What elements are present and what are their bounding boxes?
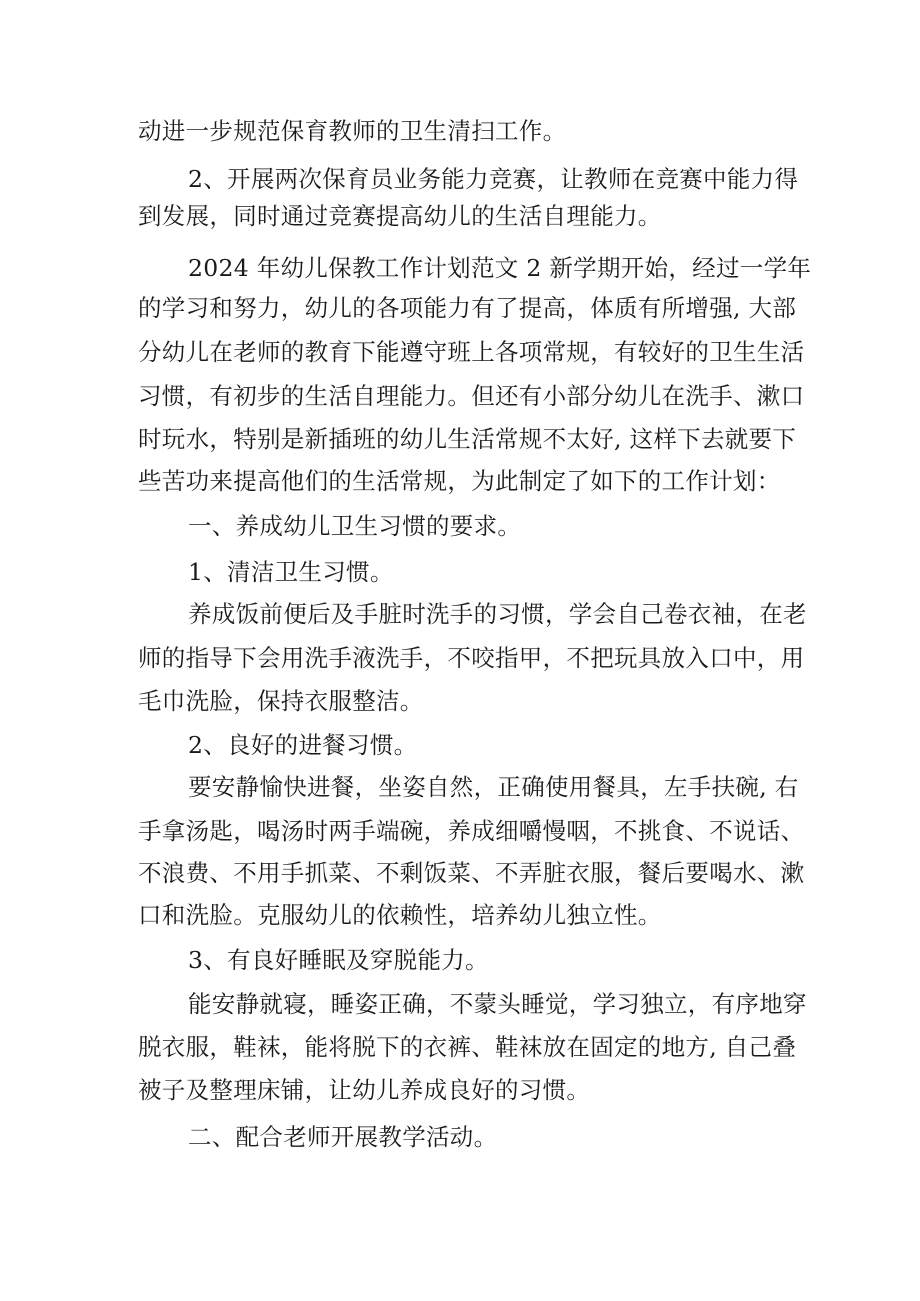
text-line-24: 二、配合老师开展教学活动。 (188, 1123, 498, 1151)
text-line-5: 的学习和努力，幼儿的各项能力有了提高，体质有所增强, 大部 (138, 294, 797, 322)
text-line-3: 到发展，同时通过竞赛提高幼儿的生活自理能力。 (138, 202, 662, 230)
text-line-17: 手拿汤匙，喝汤时两手端碗，养成细嚼慢咽，不挑食、不说话、 (138, 817, 805, 845)
text-line-1: 动进一步规范保育教师的卫生清扫工作。 (138, 117, 567, 145)
text-line-20: 3、有良好睡眠及穿脱能力。 (188, 946, 489, 974)
text-line-4: 2024 年幼儿保教工作计划范文 2 新学期开始，经过一学年 (188, 254, 812, 282)
text-line-23: 被子及整理床铺，让幼儿养成良好的习惯。 (138, 1076, 591, 1104)
text-line-8: 时玩水，特别是新插班的幼儿生活常规不太好, 这样下去就要下 (138, 425, 797, 453)
text-line-18: 不浪费、不用手抓菜、不剩饭菜、不弄脏衣服，餐后要喝水、漱 (138, 859, 805, 887)
text-line-11: 1、清洁卫生习惯。 (188, 558, 394, 586)
text-line-22: 脱衣服，鞋袜，能将脱下的衣裤、鞋袜放在固定的地方, 自己叠 (138, 1033, 797, 1061)
text-line-10: 一、养成幼儿卫生习惯的要求。 (188, 512, 522, 540)
text-line-2: 2、开展两次保育员业务能力竞赛，让教师在竞赛中能力得 (188, 165, 799, 193)
text-line-9: 些苦功来提高他们的生活常规，为此制定了如下的工作计划： (138, 467, 781, 495)
text-line-19: 口和洗脸。克服幼儿的依赖性，培养幼儿独立性。 (138, 901, 662, 929)
text-line-15: 2、良好的进餐习惯。 (188, 731, 418, 759)
text-line-21: 能安静就寝，睡姿正确，不蒙头睡觉，学习独立，有序地穿 (188, 990, 807, 1018)
text-line-14: 毛巾洗脸，保持衣服整洁。 (138, 687, 424, 715)
text-line-7: 习惯，有初步的生活自理能力。但还有小部分幼儿在洗手、漱口 (138, 382, 805, 410)
text-line-12: 养成饭前便后及手脏时洗手的习惯，学会自己卷衣袖，在老 (188, 600, 807, 628)
text-line-6: 分幼儿在老师的教育下能遵守班上各项常规，有较好的卫生生活 (138, 338, 805, 366)
text-line-16: 要安静愉快进餐，坐姿自然，正确使用餐具，左手扶碗, 右 (188, 773, 799, 801)
text-line-13: 师的指导下会用洗手液洗手，不咬指甲，不把玩具放入口中，用 (138, 644, 805, 672)
